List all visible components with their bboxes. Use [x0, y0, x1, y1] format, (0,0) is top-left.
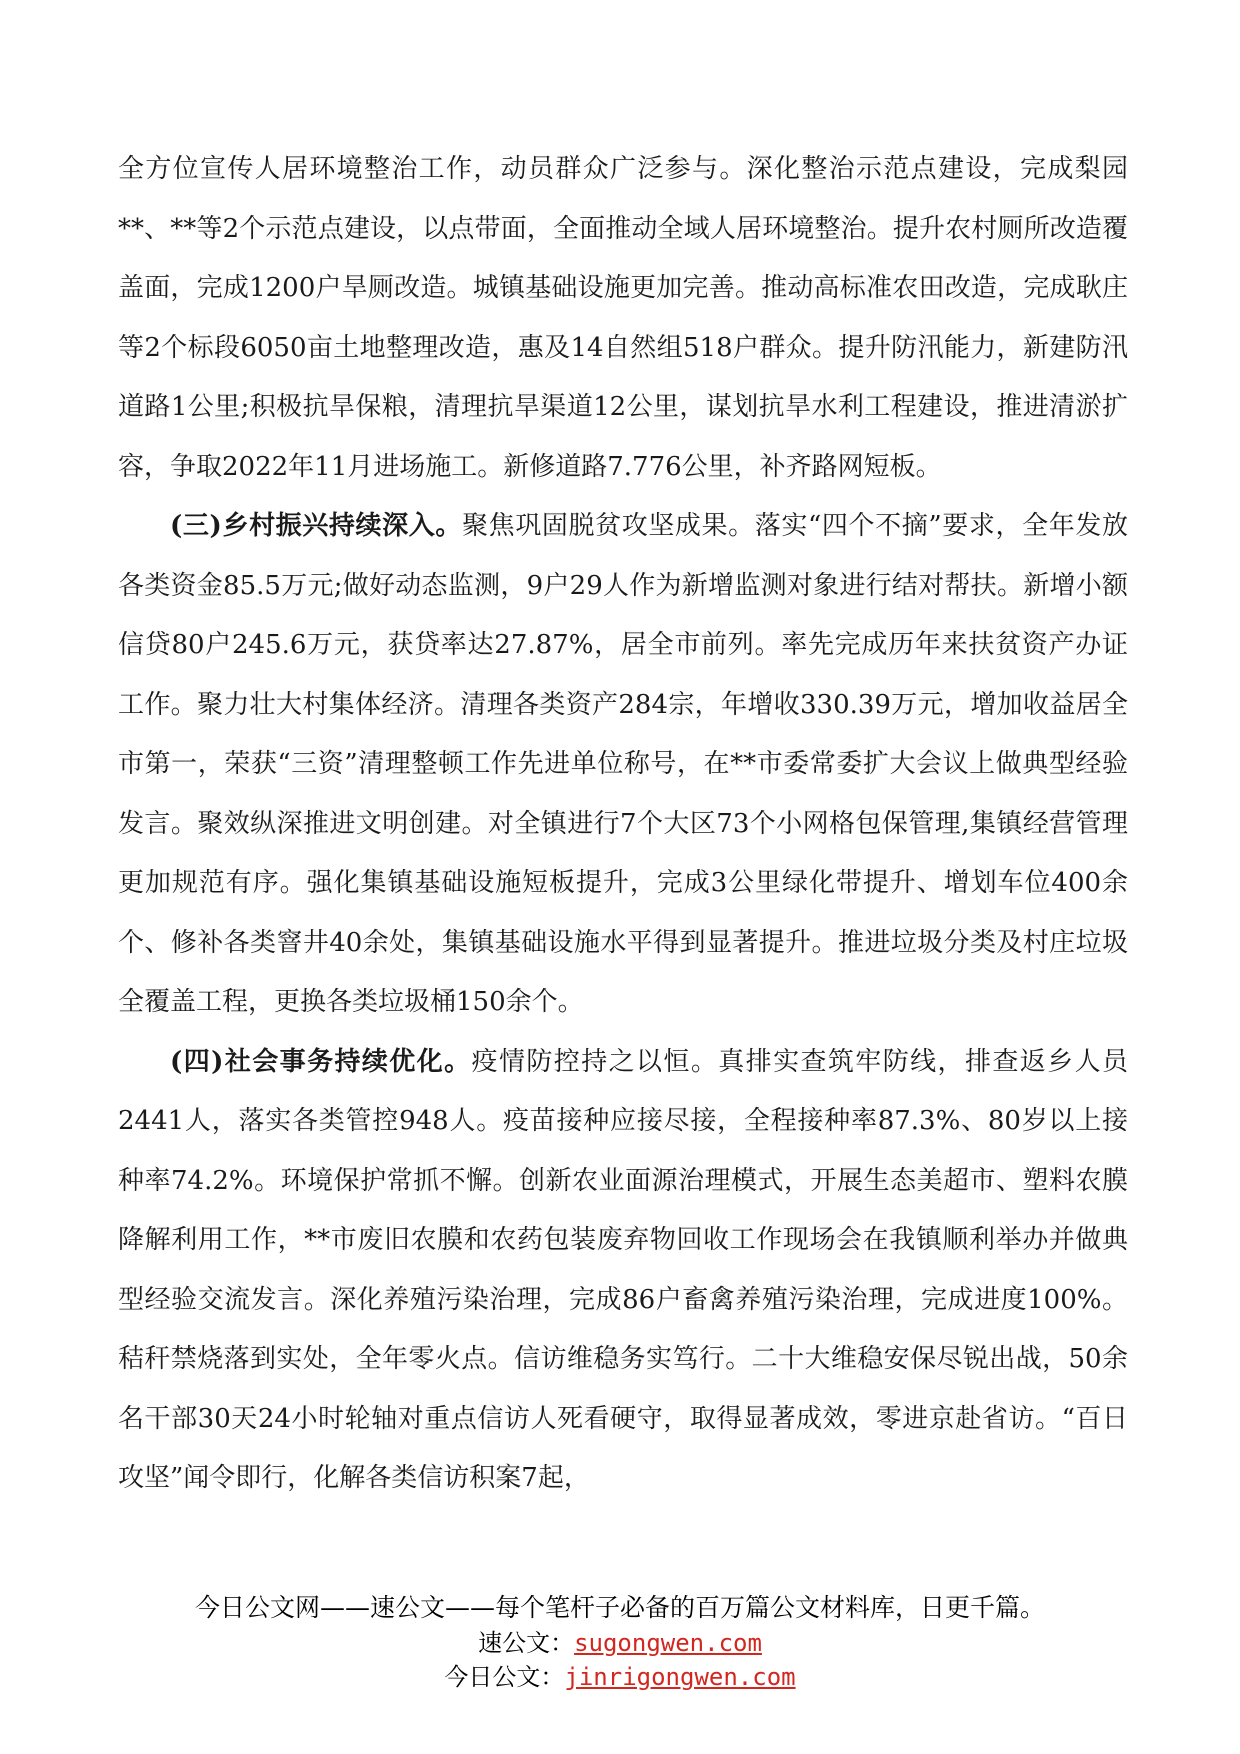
paragraph-living-environment: 全方位宣传人居环境整治工作，动员群众广泛参与。深化整治示范点建设，完成梨园**、**等2个示范点建设，以点带面，全面推动全域人居环境整治。提升农村厕所改造覆盖面，完成1200户旱厕改造。城镇基础设施更加完善。推动高标准农田改造，完成耿庄等2个标段6050亩土地整理改造，惠及14自然组518户群众。提升防汛能力，新建防汛道路1公里;积极抗旱保粮，清理抗旱渠道12公里，谋划抗旱水利工程建设，推进清淤扩容，争取2022年11月进场施工。新修道路7.776公里，补齐路网短板。	[118, 154, 1128, 482]
sugongwen-link[interactable]: sugongwen.com	[574, 1629, 762, 1657]
footer-slogan: 今日公文网——速公文——每个笔杆子必备的百万篇公文材料库，日更千篇。	[194, 1593, 1045, 1622]
paragraph-social-affairs	[118, 1033, 1128, 1509]
document-body	[118, 140, 1128, 1509]
footer-line-sugongwen	[0, 1626, 1240, 1660]
paragraph-rural-revitalization	[118, 497, 1128, 1033]
footer-line-jinrigongwen	[0, 1660, 1240, 1694]
paragraph-body: 聚焦巩固脱贫攻坚成果。落实“四个不摘”要求，全年发放各类资金85.5万元;做好动态监测，9户29人作为新增监测对象进行结对帮扶。新增小额信贷80户245.6万元，获贷率达27.87%，居全市前列。率先完成历年来扶贫资产办证工作。聚力壮大村集体经济。清理各类资产284宗，年增收330.39万元，增加收益居全市第一，荣获“三资”清理整顿工作先进单位称号，在**市委常委扩大会议上做典型经验发言。聚效纵深推进文明创建。对全镇进行7个大区73个小网格包保管理,集镇经营管理更加规范有序。强化集镇基础设施短板提升，完成3公里绿化带提升、增划车位400余个、修补各类窨井40余处，集镇基础设施水平得到显著提升。推进垃圾分类及村庄垃圾全覆盖工程，更换各类垃圾桶150余个。	[118, 511, 1128, 1017]
watermark-footer	[0, 1590, 1240, 1694]
section-heading-3: (三)乡村振兴持续深入。	[170, 511, 462, 541]
jinrigongwen-link[interactable]: jinrigongwen.com	[564, 1663, 796, 1691]
section-heading-4: (四)社会事务持续优化。	[170, 1046, 472, 1077]
footer-label: 今日公文：	[444, 1663, 565, 1691]
paragraph-body: 疫情防控持之以恒。真排实查筑牢防线，排查返乡人员2441人，落实各类管控948人。疫苗接种应接尽接，全程接种率87.3%、80岁以上接种率74.2%。环境保护常抓不懈。创新农业面源治理模式，开展生态美超市、塑料农膜降解利用工作，**市废旧农膜和农药包装废弃物回收工作现场会在我镇顺利举办并做典型经验交流发言。深化养殖污染治理，完成86户畜禽养殖污染治理，完成进度100%。秸秆禁烧落到实处，全年零火点。信访维稳务实笃行。二十大维稳安保尽锐出战，50余名干部30天24小时轮轴对重点信访人死看硬守，取得显著成效，零进京赴省访。“百日攻坚”闻令即行，化解各类信访积案7起，	[118, 1046, 1128, 1493]
footer-label: 速公文：	[478, 1629, 575, 1657]
